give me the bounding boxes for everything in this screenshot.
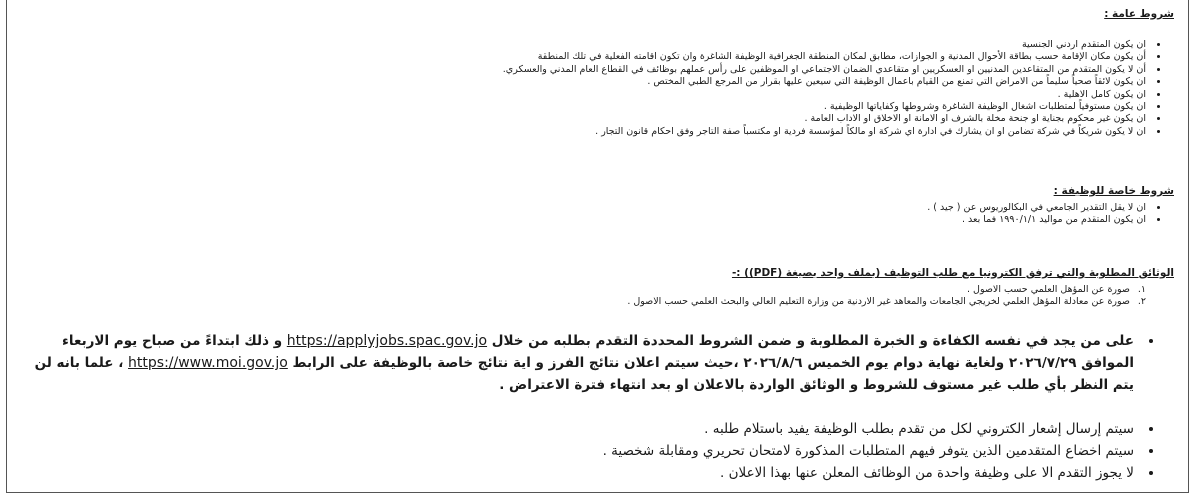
notice-text: ، علما بانه لن يتم النظر بأي طلب غير مستوف للشروط و الوثائق الواردة بالاعلان او بعد انتهاء فترة الاعتراض . xyxy=(34,355,1134,393)
announcement-page xyxy=(6,0,1189,493)
list-item xyxy=(627,284,1148,296)
list-item: • ان يكون كامل الاهلية . xyxy=(503,89,1148,101)
list-item: • سيتم إرسال إشعار الكتروني لكل من تقدم بطلب الوظيفة يفيد باستلام طلبه . xyxy=(34,418,1138,440)
apply-link[interactable]: https://applyjobs.spac.gov.jo xyxy=(286,333,488,349)
required-documents-title xyxy=(627,266,1174,280)
general-conditions-list xyxy=(503,39,1174,138)
list-item: • ان لا يقل التقدير الجامعي في البكالوريوس عن ( جيد ) . xyxy=(927,202,1148,214)
required-documents-list xyxy=(627,284,1174,309)
application-notice xyxy=(34,330,1174,396)
list-item: • لا يجوز التقدم الا على وظيفة واحدة من الوظائف المعلن عنها بهذا الاعلان . xyxy=(34,462,1138,484)
special-conditions-section xyxy=(927,184,1174,227)
item-text: صورة عن المؤهل العلمي حسب الاصول . xyxy=(967,284,1130,295)
list-item: • ان يكون لائقاً صحياً سليماً من الامراض التي تمنع من القيام باعمال الوظيفة التي سيعين عليها بقرار من المرجع الطبي المختص . xyxy=(503,76,1148,88)
required-documents-title-part2: والتي ترفق الكترونيا مع طلب التوظيف (بملف واحد بصيغة (PDF)) :- xyxy=(731,267,1086,279)
list-item: • سيتم اخضاع المتقدمين الذين يتوفر فيهم المتطلبات المذكورة لامتحان تحريري ومقابلة شخصية . xyxy=(34,440,1138,462)
required-documents-section xyxy=(627,266,1174,309)
list-item: • ان يكون مستوفياً لمتطلبات اشغال الوظيفة الشاغرة وشروطها وكفاياتها الوظيفية . xyxy=(503,101,1148,113)
list-item: • أن يكون مكان الإقامة حسب بطاقة الأحوال المدنية و الجوازات، مطابق لمكان المنطقة الجغرافية الوظيفة الشاغرة وان تكون اقامته الفعلية في تلك المنطقة xyxy=(503,51,1148,63)
results-link[interactable]: https://www.moi.gov.jo xyxy=(128,355,288,371)
list-item xyxy=(34,330,1138,396)
list-item: • ان يكون غير محكوم بجناية او جنحة مخلة بالشرف او الامانة او الاخلاق او الاداب العامة . xyxy=(503,113,1148,125)
notice-text: على من يجد في نفسه الكفاءة و الخبرة المطلوبة و ضمن الشروط المحددة التقدم بطلبه من خلال xyxy=(487,333,1134,349)
general-conditions-section xyxy=(503,7,1174,138)
general-conditions-title: شروط عامة : xyxy=(1104,8,1174,20)
item-number: ٢. xyxy=(1137,296,1146,308)
special-conditions-title: شروط خاصة للوظيفة : xyxy=(1053,185,1174,197)
list-item: • ان يكون المتقدم اردني الجنسية xyxy=(503,39,1148,51)
list-item: • ان لا يكون شريكاً في شركة تضامن او ان يشارك في ادارة اي شركة او مالكاً لمؤسسة فردية او مكتسباً صفة التاجر وفق احكام قانون التجار . xyxy=(503,126,1148,138)
item-number: ١. xyxy=(1137,284,1146,295)
list-item xyxy=(627,296,1148,308)
notes-list xyxy=(34,418,1174,484)
notice-text: و ذلك ابتداءً من صباح يوم الاربعاء الموافق ٢٠٢٦/٧/٢٩ ولغاية نهاية دوام يوم الخميس ٢٠٢٦/٨/٦ ،حيث سيتم اعلان نتائج الفرز و اية نتائج خاصة بالوظيفة على الرابط xyxy=(62,333,1134,371)
list-item: • أن لا يكون المتقدم من المتقاعدين المدنيين او العسكريين او متقاعدي الضمان الاجتماعي او الموظفين على رأس عملهم بوظائف في القطاع العام المدني والعسكري. xyxy=(503,64,1148,76)
special-conditions-list xyxy=(927,202,1174,227)
required-documents-title-part1: الوثائق المطلوبة xyxy=(1088,267,1174,279)
list-item: • ان يكون المتقدم من مواليد ١٩٩٠/١/١ فما بعد . xyxy=(927,214,1148,226)
application-notice-list xyxy=(34,330,1174,396)
item-text: صورة عن معادلة المؤهل العلمي لخريجي الجامعات والمعاهد غير الاردنية من وزارة التعليم العالي والبحث العلمي حسب الاصول . xyxy=(627,296,1130,308)
notes-section xyxy=(34,418,1174,484)
